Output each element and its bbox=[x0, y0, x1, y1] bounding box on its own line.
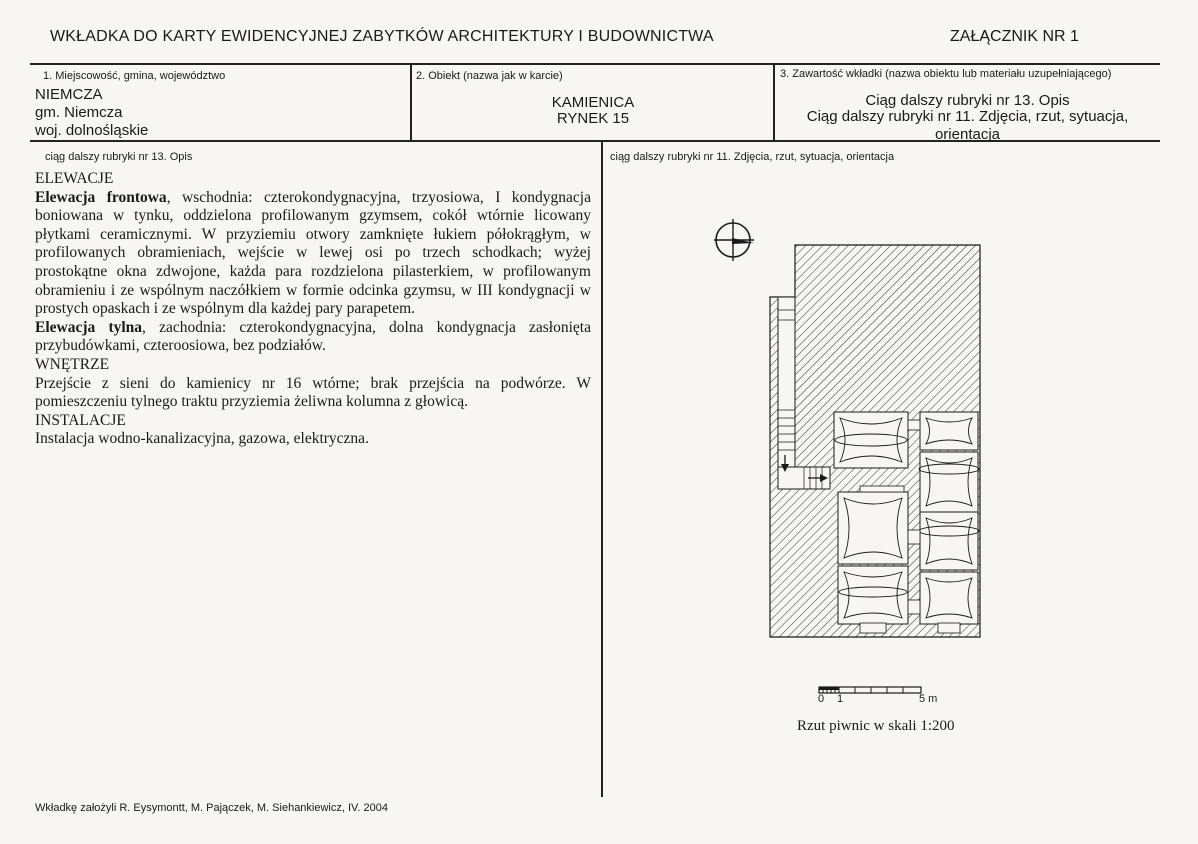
annex-label: ZAŁĄCZNIK NR 1 bbox=[950, 28, 1079, 45]
heading-instalacje: INSTALACJE bbox=[35, 411, 126, 429]
description-body bbox=[35, 170, 591, 449]
north-arrow-icon bbox=[710, 218, 758, 262]
field-2-label: 2. Obiekt (nazwa jak w karcie) bbox=[416, 70, 563, 82]
scale-bar bbox=[817, 686, 927, 696]
paragraph-back-elevation bbox=[35, 319, 591, 356]
paragraph-front-elevation bbox=[35, 189, 591, 319]
table-top-rule bbox=[30, 63, 1160, 65]
credits: Wkładkę założyli R. Eysymontt, M. Pajączek, M. Siehankiewicz, IV. 2004 bbox=[35, 802, 388, 814]
back-elevation-bold: Elewacja tylna bbox=[35, 318, 143, 336]
heading-elewacje: ELEWACJE bbox=[35, 170, 114, 187]
back-elevation-text: , zachodnia: czterokondygnacyjna, dolna kondygnacja zasłonięta przybudówkami, czteroosiowa, bez podziałów. bbox=[35, 318, 591, 355]
paragraph-installations: Instalacja wodno-kanalizacyjna, gazowa, elektryczna. bbox=[35, 430, 369, 448]
paragraph-interior: Przejście z sieni do kamienicy nr 16 wtórne; brak przejścia na podwórze. W pomieszczeniu tylnego traktu przyziemia żeliwna kolumna z głowicą. bbox=[35, 374, 591, 411]
field-1-commune: gm. Niemcza bbox=[35, 104, 123, 121]
column-divider bbox=[601, 142, 603, 797]
basement-floor-plan bbox=[760, 240, 1010, 640]
front-elevation-text: , wschodnia: czterokondygnacyjna, trzyosiowa, I kondygnacja boniowana w tynku, oddzielona profilowanym gzymsem, cokół wtórnie licowany płytkami ceramicznymi. W przyziemiu otwory zamknięte łukiem półokrągłym, w profilowanych obramieniach, wejście w lewej osi po trzech schodkach; wyżej prostokątne okna zdwojone, każda para rozdzielona pilasterkiem, w profilowanym obramieniu i ze wspólnym naczółkiem w formie odcinka gzymsu, w III kondygnacji w prostych opaskach i ze wspólnym dla każdej pary parapetem. bbox=[35, 188, 591, 318]
form-title: WKŁADKA DO KARTY EWIDENCYJNEJ ZABYTKÓW ARCHITEKTURY I BUDOWNICTWA bbox=[50, 28, 714, 45]
scale-label-0: 0 bbox=[818, 693, 825, 705]
front-elevation-bold: Elewacja frontowa bbox=[35, 188, 167, 206]
field-1-voivodeship: woj. dolnośląskie bbox=[35, 122, 149, 139]
right-section-label: ciąg dalszy rubryki nr 11. Zdjęcia, rzut, sytuacja, orientacja bbox=[610, 151, 895, 163]
plan-caption: Rzut piwnic w skali 1:200 bbox=[797, 718, 955, 734]
field-3-label: 3. Zawartość wkładki (nazwa obiektu lub materiału uzupełniającego) bbox=[780, 68, 1112, 80]
field-2-address: RYNEK 15 bbox=[556, 110, 630, 127]
heading-wnetrze: WNĘTRZE bbox=[35, 355, 110, 373]
field-1-label: 1. Miejscowość, gmina, województwo bbox=[43, 70, 226, 82]
left-section-label: ciąg dalszy rubryki nr 13. Opis bbox=[45, 151, 193, 163]
field-1-locality: NIEMCZA bbox=[35, 86, 103, 103]
field-3-content-1: Ciąg dalszy rubryki nr 13. Opis bbox=[865, 92, 1070, 109]
scale-label-1: 1 bbox=[837, 693, 844, 705]
field-3-content-2: Ciąg dalszy rubryki nr 11. Zdjęcia, rzut, sytuacja, orientacja bbox=[806, 108, 1129, 143]
field-2-object: KAMIENICA bbox=[551, 94, 635, 111]
scale-label-5m: 5 m bbox=[919, 693, 938, 705]
